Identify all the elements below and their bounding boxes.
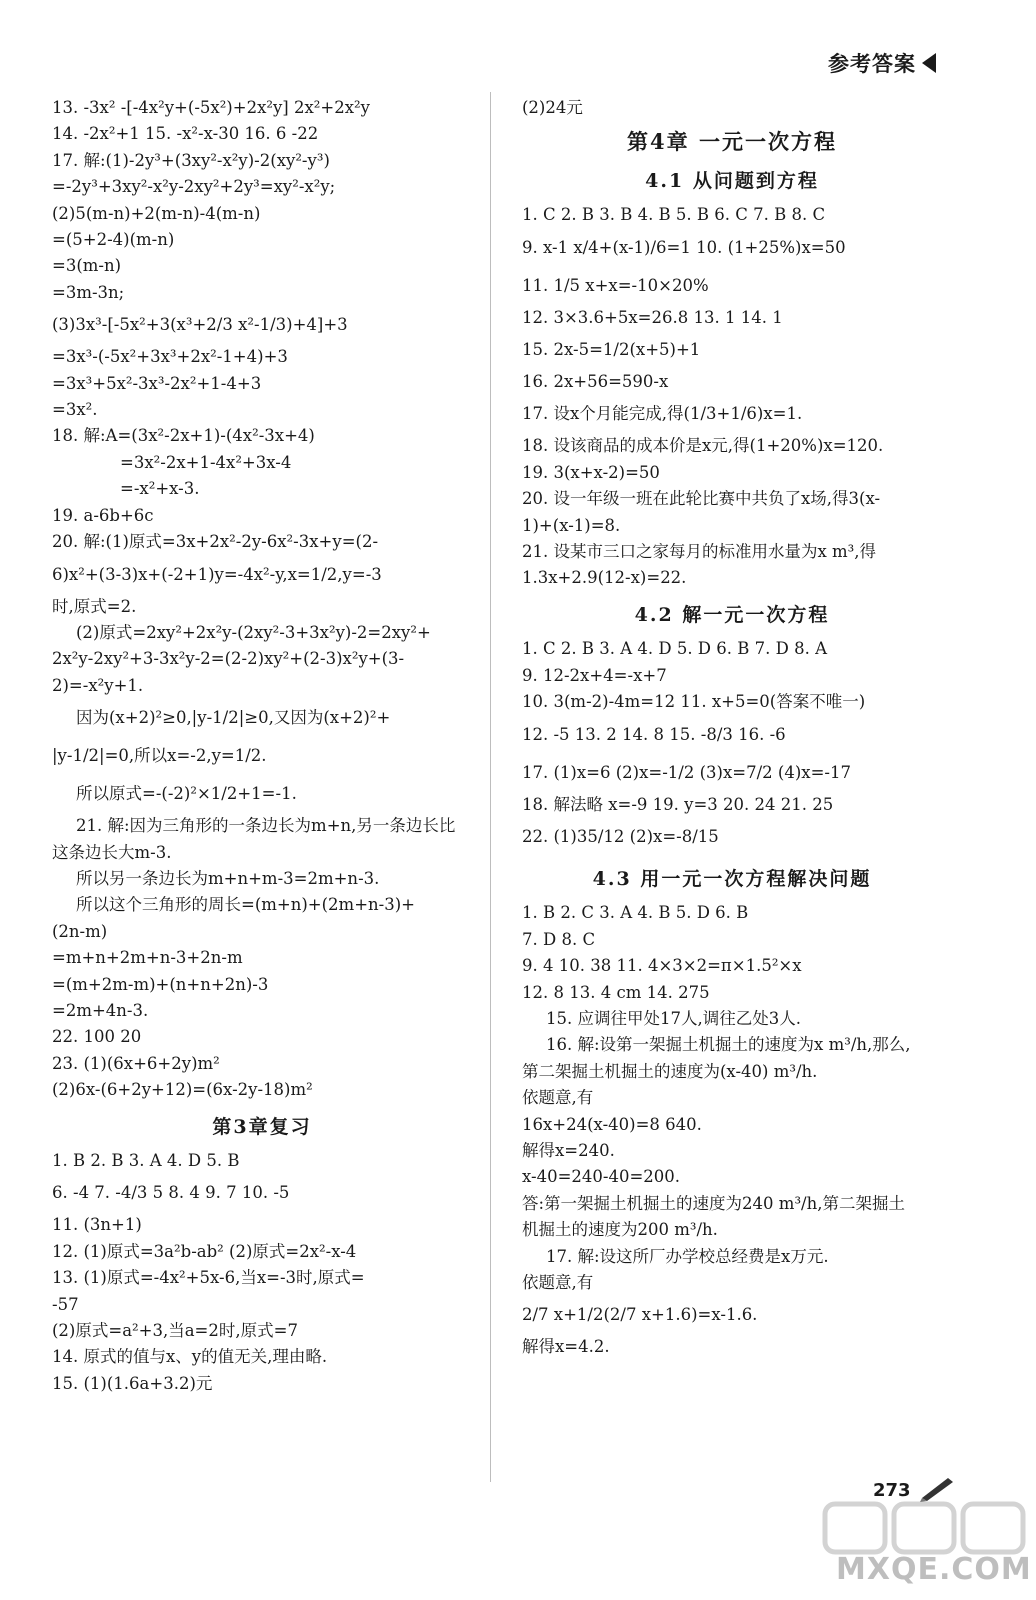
answer-line: 依题意,有 <box>522 1088 594 1108</box>
header-title: 参考答案 <box>828 51 916 76</box>
answer-line: |y-1/2|=0,所以x=-2,y=1/2. <box>52 746 267 766</box>
answer-line: 所以原式=-(-2)²×1/2+1=-1. <box>76 784 297 804</box>
answer-line: 17. 解:(1)-2y³+(3xy²-x²y)-2(xy²-y³) <box>52 150 330 170</box>
answer-line: (2)6x-(6+2y+12)=(6x-2y-18)m² <box>52 1080 313 1100</box>
answer-line: 14. -2x²+1 15. -x²-x-30 16. 6 -22 <box>52 124 319 144</box>
answer-line: 19. a-6b+6c <box>52 505 154 525</box>
answer-line: 21. 解:因为三角形的一条边长为m+n,另一条边长比 <box>76 816 456 836</box>
answer-line: 13. -3x² -[-4x²y+(-5x²)+2x²y] 2x²+2x²y <box>52 98 370 117</box>
answer-line: x-40=240-40=200. <box>522 1167 681 1187</box>
answer-line: =3x³+5x²-3x³-2x²+1-4+3 <box>52 373 262 393</box>
answer-line: 机掘土的速度为200 m³/h. <box>522 1220 718 1240</box>
answer-line: 18. 解法略 x=-9 19. y=3 20. 24 21. 25 <box>522 794 834 814</box>
answer-line: 12. (1)原式=3a²b-ab² (2)原式=2x²-x-4 <box>52 1241 357 1261</box>
answer-line: 因为(x+2)²≥0,|y-1/2|≥0,又因为(x+2)²+ <box>76 708 391 728</box>
answer-line: 16. 解:设第一架掘土机掘土的速度为x m³/h,那么, <box>546 1035 911 1055</box>
answer-line: 12. 3×3.6+5x=26.8 13. 1 14. 1 <box>522 307 783 327</box>
answer-line: 答:第一架掘土机掘土的速度为240 m³/h,第二架掘土 <box>522 1193 905 1213</box>
answer-line: =3(m-n) <box>52 256 122 276</box>
answer-line: 12. -5 13. 2 14. 8 15. -8/3 16. -6 <box>522 724 786 744</box>
right-column <box>522 95 942 1361</box>
answer-line: 1. B 2. B 3. A 4. D 5. B <box>52 1151 240 1170</box>
answer-line: =3x²-2x+1-4x²+3x-4 <box>120 452 292 472</box>
answer-line: 19. 3(x+x-2)=50 <box>522 462 660 482</box>
answer-line: =(5+2-4)(m-n) <box>52 230 175 250</box>
answer-line: 9. 4 10. 38 11. 4×3×2=π×1.5²×x <box>522 956 802 976</box>
answer-line: 15. 2x-5=1/2(x+5)+1 <box>522 340 701 360</box>
section-title: 4.3 用一元一次方程解决问题 <box>592 867 872 890</box>
pen-icon <box>918 1472 958 1502</box>
answer-line: -57 <box>52 1294 79 1314</box>
answer-line: =2m+4n-3. <box>52 1000 149 1020</box>
answer-line: (2)原式=a²+3,当a=2时,原式=7 <box>52 1321 298 1341</box>
section-title: 4.2 解一元一次方程 <box>634 603 830 626</box>
answer-line: 17. (1)x=6 (2)x=-1/2 (3)x=7/2 (4)x=-17 <box>522 762 851 782</box>
answer-line: 解得x=240. <box>522 1140 615 1160</box>
section-title: 第3章复习 <box>212 1115 312 1138</box>
answer-line: 1. B 2. C 3. A 4. B 5. D 6. B <box>522 903 749 923</box>
answer-line: 所以这个三角形的周长=(m+n)+(2m+n-3)+ <box>76 895 415 915</box>
answer-line: =3x³-(-5x²+3x³+2x²-1+4)+3 <box>52 347 288 367</box>
answer-line: 13. (1)原式=-4x²+5x-6,当x=-3时,原式= <box>52 1268 365 1288</box>
answer-line: 7. D 8. C <box>522 929 596 949</box>
answer-line: 1)+(x-1)=8. <box>522 515 621 535</box>
answer-line: (2n-m) <box>52 921 108 941</box>
answer-line: 11. (3n+1) <box>52 1215 142 1235</box>
left-column <box>52 95 472 1397</box>
answer-line: 9. x-1 x/4+(x-1)/6=1 10. (1+25%)x=50 <box>522 237 846 257</box>
answer-line: 1. C 2. B 3. A 4. D 5. D 6. B 7. D 8. A <box>522 639 828 659</box>
answer-line: =m+n+2m+n-3+2n-m <box>52 948 243 968</box>
answer-line: =3m-3n; <box>52 282 125 302</box>
answer-line: 16x+24(x-40)=8 640. <box>522 1114 702 1134</box>
answer-line: (2)5(m-n)+2(m-n)-4(m-n) <box>52 203 261 223</box>
answer-line: 第二架掘土机掘土的速度为(x-40) m³/h. <box>522 1061 818 1081</box>
answer-line: 20. 解:(1)原式=3x+2x²-2y-6x²-3x+y=(2- <box>52 532 379 552</box>
answer-line: 12. 8 13. 4 cm 14. 275 <box>522 982 710 1002</box>
answer-line: 22. (1)35/12 (2)x=-8/15 <box>522 826 719 846</box>
answer-line: 9. 12-2x+4=-x+7 <box>522 665 667 685</box>
answer-line: 所以另一条边长为m+n+m-3=2m+n-3. <box>76 868 380 888</box>
answer-line: 18. 解:A=(3x²-2x+1)-(4x²-3x+4) <box>52 426 315 446</box>
answer-line: 1. C 2. B 3. B 4. B 5. B 6. C 7. B 8. C <box>522 205 826 225</box>
answer-line: =-2y³+3xy²-x²y-2xy²+2y³=xy²-x²y; <box>52 177 336 197</box>
answer-line: 11. 1/5 x+x=-10×20% <box>522 275 709 295</box>
answer-line: 2)=-x²y+1. <box>52 675 144 695</box>
answer-line: 解得x=4.2. <box>522 1337 610 1357</box>
column-divider <box>490 92 491 1482</box>
triangle-marker-icon <box>922 53 936 73</box>
answer-line: 23. (1)(6x+6+2y)m² <box>52 1053 220 1073</box>
answer-line: 时,原式=2. <box>52 596 137 616</box>
answer-line: 6)x²+(3-3)x+(-2+1)y=-4x²-y,x=1/2,y=-3 <box>52 564 382 584</box>
answer-line: 14. 原式的值与x、y的值无关,理由略. <box>52 1347 328 1367</box>
chapter-title: 第4章 一元一次方程 <box>627 129 837 155</box>
answer-line: (3)3x³-[-5x²+3(x³+2/3 x²-1/3)+4]+3 <box>52 315 348 335</box>
answer-line: 依题意,有 <box>522 1273 594 1292</box>
answer-line: =-x²+x-3. <box>120 479 200 499</box>
answer-line: 1.3x+2.9(12-x)=22. <box>522 568 687 588</box>
answer-line: 10. 3(m-2)-4m=12 11. x+5=0(答案不唯一) <box>522 692 866 712</box>
answer-line: 17. 解:设这所厂办学校总经费是x万元. <box>546 1246 829 1266</box>
answer-line: 15. (1)(1.6a+3.2)元 <box>52 1373 213 1393</box>
answer-line: =(m+2m-m)+(n+n+2n)-3 <box>52 974 269 994</box>
page-header <box>828 48 936 78</box>
answer-line: (2)原式=2xy²+2x²y-(2xy²-3+3x²y)-2=2xy²+ <box>76 622 431 642</box>
answer-line: 20. 设一年级一班在此轮比赛中共负了x场,得3(x- <box>522 489 881 509</box>
answer-line: (2)24元 <box>522 98 583 117</box>
watermark-text: MXQE.COM <box>836 1552 1032 1587</box>
answer-line: 16. 2x+56=590-x <box>522 372 669 392</box>
answer-line: 17. 设x个月能完成,得(1/3+1/6)x=1. <box>522 404 803 424</box>
answer-line: 15. 应调往甲处17人,调往乙处3人. <box>546 1008 801 1028</box>
answer-line: 这条边长大m-3. <box>52 842 172 862</box>
section-title: 4.1 从问题到方程 <box>645 169 819 192</box>
answer-line: =3x². <box>52 400 98 420</box>
answer-line: 18. 设该商品的成本价是x元,得(1+20%)x=120. <box>522 436 884 456</box>
answer-line: 2/7 x+1/2(2/7 x+1.6)=x-1.6. <box>522 1305 758 1325</box>
answer-line: 2x²y-2xy²+3-3x²y-2=(2-2)xy²+(2-3)x²y+(3- <box>52 649 405 669</box>
answer-line: 22. 100 20 <box>52 1027 142 1047</box>
answer-line: 21. 设某市三口之家每月的标准用水量为x m³,得 <box>522 542 877 562</box>
page-number: 273 <box>873 1480 911 1501</box>
answer-line: 6. -4 7. -4/3 5 8. 4 9. 7 10. -5 <box>52 1183 290 1203</box>
